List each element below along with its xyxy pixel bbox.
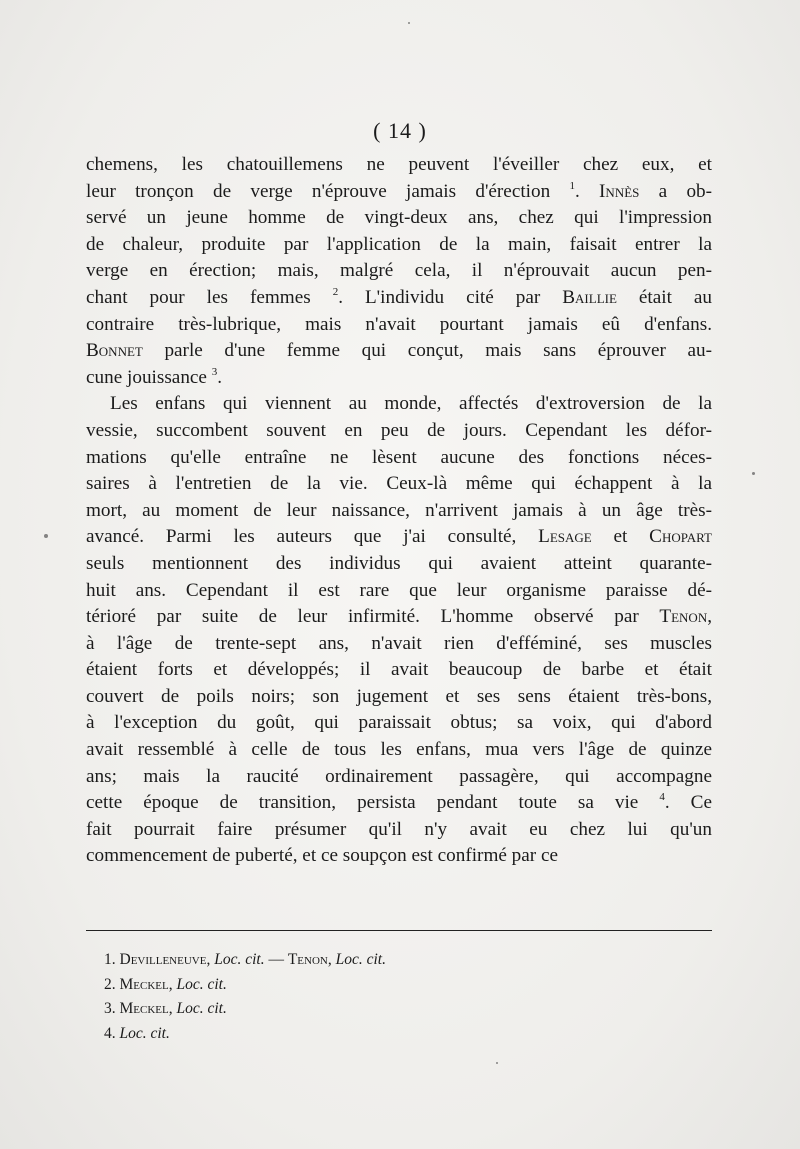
footnote [104,948,704,973]
body-text [86,152,712,870]
text-run: et [591,526,650,548]
text-line [86,843,712,870]
text-line [86,179,712,206]
ink-speck [44,534,48,538]
text-line [86,205,712,232]
footnote-citation: Loc. cit. [335,951,386,968]
text-run: seuls mentionnent des individus qui avaient atteint quarante- [86,552,712,574]
footnote-ref: 2 [332,285,339,298]
text-line [86,418,712,445]
footnote-citation: Loc. cit. [176,1000,227,1017]
text-run: leur tronçon de verge n'éprouve jamais d'érection [86,180,570,202]
text-line [86,258,712,285]
text-run: Les enfans qui viennent au monde, affectés d'extroversion de la [110,393,712,415]
author-name: Lesage [538,526,592,548]
ink-speck [496,1062,498,1064]
footnote-text: — [264,951,288,968]
text-run: huit ans. Cependant il est rare que leur organisme paraisse dé- [86,579,712,601]
text-run: . [217,366,223,388]
text-run: chemens, les chatouillemens ne peuvent l'éveiller chez eux, et [86,154,712,175]
text-line [86,551,712,578]
text-line [86,817,712,844]
footnote-ref: 1 [569,179,575,192]
text-line [86,657,712,684]
text-run: commencement de puberté, et ce soupçon est confirmé par ce [86,845,559,867]
footnote-citation: Loc. cit. [119,1024,170,1042]
footnote-author: Devilleneuve [119,951,207,968]
author-name: Bonnet [86,340,143,362]
text-run: a ob- [639,180,713,202]
text-run: mations qu'elle entraîne ne lèsent aucune des fonctions néces- [86,446,712,468]
footnote-text: 4. [104,1024,120,1042]
text-line [86,365,712,392]
text-line [86,631,712,658]
footnote-text: 2. [104,975,120,993]
author-name: Baillie [562,286,617,308]
footnote [104,1022,704,1047]
footnote-citation: Loc. cit. [176,975,227,993]
text-line [86,578,712,605]
footnote-text: , [206,951,215,968]
footnote-text: , [327,951,336,968]
footnote-text: 1. [104,951,120,968]
text-line [86,604,712,631]
footnote-ref: 3 [211,365,218,378]
footnote [104,997,704,1022]
text-line [86,710,712,737]
text-run: térioré par suite de leur infirmité. L'homme observé par [86,606,660,628]
footnote-text: , [168,1000,177,1017]
text-run: chant pour les femmes [86,286,333,308]
text-run: servé un jeune homme de vingt-deux ans, chez qui l'impression [86,207,712,229]
text-run: avancé. Parmi les auteurs que j'ai consulté, [86,526,539,548]
text-run: était au [616,286,712,308]
text-run: à l'exception du goût, qui paraissait obtus; sa voix, qui d'abord [86,712,712,734]
text-run: saires à l'entretien de la vie. Ceux-là même qui échappent à la [86,473,712,495]
text-line [86,445,712,472]
text-line [86,498,712,525]
text-run: étaient forts et développés; il avait beaucoup de barbe et était [86,659,712,681]
text-run: de chaleur, produite par l'application de la main, faisait entrer la [86,233,712,255]
footnote-author: Meckel [119,975,169,993]
text-run: contraire très-lubrique, mais n'avait pourtant jamais eû d'enfans. [86,313,712,335]
footnotes [104,948,704,1046]
text-run: vessie, succombent souvent en peu de jours. Cependant les défor- [86,419,712,441]
author-name: Tenon [659,606,708,628]
author-name: Chopart [649,526,712,548]
text-run: . [574,180,600,202]
text-run: cette époque de transition, persista pendant toute sa vie [86,792,660,814]
text-line [86,737,712,764]
text-run: mort, au moment de leur naissance, n'arrivent jamais à un âge très- [86,499,712,521]
text-run: parle d'une femme qui conçut, mais sans éprouver au- [142,340,712,362]
text-run: . Ce [664,792,712,814]
footnote-ref: 4 [659,791,665,804]
text-run: cune jouissance [86,366,212,388]
footnote-divider [86,930,712,931]
footnote [104,973,704,998]
text-run: avait ressemblé à celle de tous les enfans, mua vers l'âge de quinze [86,739,712,761]
text-line [86,391,712,418]
text-line [86,764,712,791]
text-line [86,471,712,498]
text-line [86,790,712,817]
text-run: , [707,606,712,628]
footnote-author: Meckel [119,1000,169,1017]
text-line [86,285,712,312]
text-run: fait pourrait faire présumer qu'il n'y avait eu chez lui qu'un [86,818,712,840]
text-run: à l'âge de trente-sept ans, n'avait rien d'efféminé, ses muscles [86,632,712,654]
text-line [86,684,712,711]
text-line [86,524,712,551]
text-line [86,232,712,259]
text-run: ans; mais la raucité ordinairement passagère, qui accompagne [86,765,712,787]
footnote-text: , [168,975,177,993]
text-run: couvert de poils noirs; son jugement et ses sens étaient très-bons, [86,685,712,707]
footnote-author: Tenon [287,951,328,968]
text-run: . L'individu cité par [338,286,563,308]
text-line [86,312,712,339]
ink-speck [752,472,755,475]
text-run: verge en érection; mais, malgré cela, il n'éprouvait aucun pen- [86,260,712,282]
text-line [86,338,712,365]
footnote-citation: Loc. cit. [214,951,265,968]
text-line [86,152,712,179]
page-number: ( 14 ) [373,118,427,143]
ink-speck [408,22,410,24]
footnote-text: 3. [104,1000,120,1017]
author-name: Innès [599,180,640,202]
